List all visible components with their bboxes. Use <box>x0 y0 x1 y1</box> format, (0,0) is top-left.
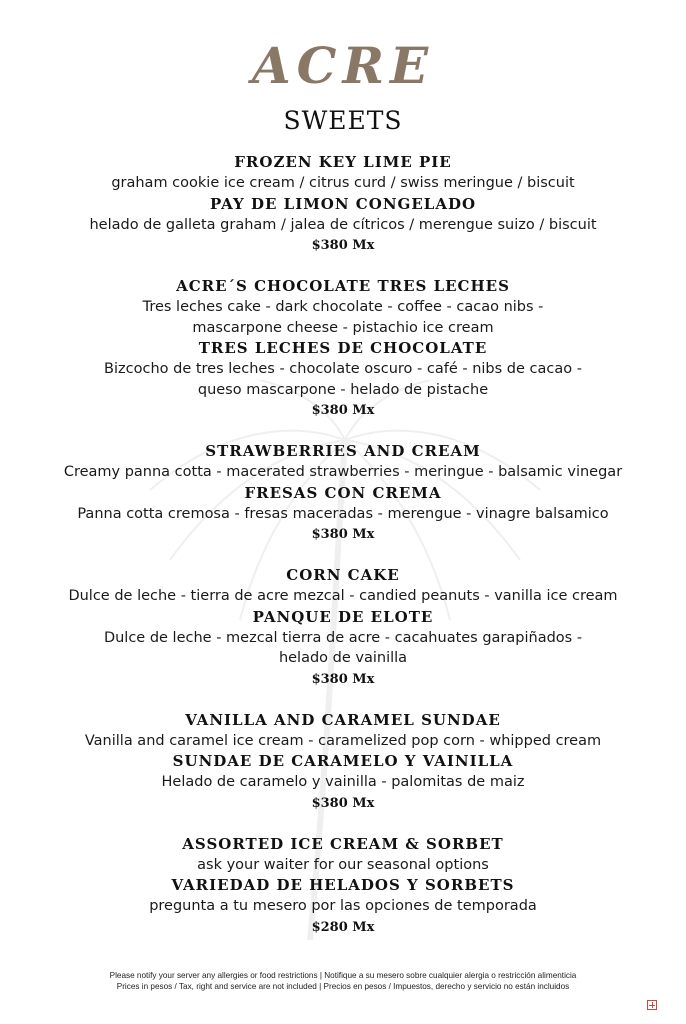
menu-item-strawberries <box>0 441 686 545</box>
item-name-en: ACRE´S CHOCOLATE TRES LECHES <box>176 277 510 295</box>
menu-item-tres-leches <box>0 276 686 421</box>
item-name-en: CORN CAKE <box>286 566 400 584</box>
item-desc-en: Tres leches cake - dark chocolate - coffee - cacao nibs - <box>142 299 544 315</box>
footer-notice <box>0 970 686 992</box>
item-name-es: PANQUE DE ELOTE <box>252 607 434 626</box>
item-price: $380 Mx <box>311 795 375 811</box>
item-desc-en: mascarpone cheese - pistachio ice cream <box>192 319 494 336</box>
item-price: $380 Mx <box>311 238 375 253</box>
menu-item-key-lime-pie <box>0 152 686 256</box>
item-name-es: FRESAS CON CREMA <box>244 483 442 502</box>
item-desc-en: ask your waiter for our seasonal options <box>197 856 489 873</box>
item-desc-es: Bizcocho de tres leches - chocolate oscuro - café - nibs de cacao - <box>104 361 582 377</box>
item-name-es: VARIEDAD DE HELADOS Y SORBETS <box>171 876 515 894</box>
expand-icon[interactable] <box>647 1000 657 1010</box>
acre-logo: ACRE <box>251 36 435 95</box>
item-desc-en: Creamy panna cotta - macerated strawberries - meringue - balsamic vinegar <box>63 464 623 480</box>
item-name-es: PAY DE LIMON CONGELADO <box>209 194 477 213</box>
item-desc-en: Dulce de leche - tierra de acre mezcal - candied peanuts - vanilla ice cream <box>68 588 618 604</box>
item-desc-es: Dulce de leche - mezcal tierra de acre - cacahuates garapiñados - <box>103 629 583 646</box>
item-name-en: FROZEN KEY LIME PIE <box>234 153 452 171</box>
menu-item-ice-cream <box>0 834 686 938</box>
item-desc-es: helado de galleta graham / jalea de cítricos / merengue suizo / biscuit <box>89 216 597 233</box>
item-desc-en: Vanilla and caramel ice cream - caramelized pop corn - whipped cream <box>84 732 602 749</box>
item-name-es: SUNDAE DE CARAMELO Y VAINILLA <box>172 752 514 770</box>
footer-line-allergies: Please notify your server any allergies or food restrictions | Notifique a su mesero sobre cualquier alergia o restricción alimenticia <box>109 971 577 980</box>
item-desc-en: graham cookie ice cream / citrus curd / swiss meringue / biscuit <box>111 175 575 191</box>
item-desc-es: queso mascarpone - helado de pistache <box>197 381 489 398</box>
item-desc-es: pregunta a tu mesero por las opciones de temporada <box>149 898 537 914</box>
menu-item-sundae <box>0 710 686 814</box>
item-price: $380 Mx <box>311 527 375 542</box>
section-title: SWEETS <box>283 106 403 135</box>
item-name-en: ASSORTED ICE CREAM & SORBET <box>182 834 504 853</box>
item-desc-es: Panna cotta cremosa - fresas maceradas - merengue - vinagre balsamico <box>77 505 609 522</box>
menu-list <box>0 152 686 958</box>
item-desc-es: helado de vainilla <box>278 650 408 666</box>
item-name-es: TRES LECHES DE CHOCOLATE <box>198 339 488 357</box>
menu-item-corn-cake <box>0 565 686 690</box>
item-name-en: VANILLA AND CARAMEL SUNDAE <box>185 710 501 729</box>
item-price: $280 Mx <box>311 919 375 935</box>
footer-line-prices: Prices in pesos / Tax, right and service are not included | Precios en pesos / Impuestos, derecho y servicio no están incluidos <box>116 982 570 991</box>
item-price: $380 Mx <box>311 671 375 687</box>
item-price: $380 Mx <box>311 403 375 418</box>
item-name-en: STRAWBERRIES AND CREAM <box>205 442 481 460</box>
item-desc-es: Helado de caramelo y vainilla - palomitas de maiz <box>161 774 525 790</box>
